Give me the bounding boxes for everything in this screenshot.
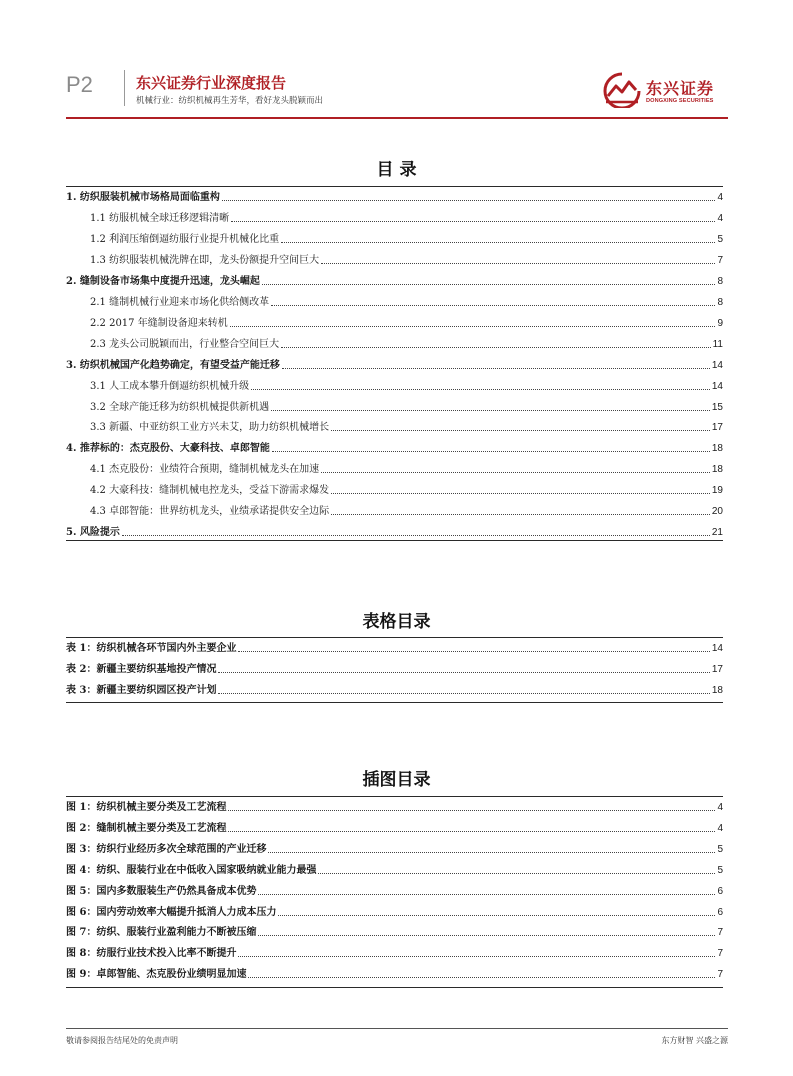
toc-entry[interactable] (66, 441, 723, 455)
toc-entry[interactable] (90, 379, 723, 393)
figure-list-entry-text: 图 7：纺织、服装行业盈利能力不断被压缩 (66, 927, 257, 939)
toc-entry-text: 2.2 2017 年缝制设备迎来转机 (90, 317, 228, 329)
figure-list-entry[interactable] (66, 905, 723, 919)
table-list-entry-page: 18 (711, 685, 723, 696)
dot-leader (278, 915, 715, 916)
dot-leader (258, 935, 715, 936)
toc-entry[interactable] (90, 232, 723, 246)
toc-entry-text: 4. 推荐标的：杰克股份、大豪科技、卓郎智能 (66, 443, 270, 455)
toc-top-rule (66, 186, 723, 187)
dot-leader (321, 472, 710, 473)
toc-entry-page: 7 (717, 254, 723, 266)
toc-entry-page: 18 (711, 464, 723, 476)
figure-list-entry[interactable] (66, 946, 723, 960)
figure-list-entry[interactable] (66, 863, 723, 877)
toc-entry[interactable] (90, 504, 723, 518)
toc-entry-page: 19 (711, 485, 723, 497)
dot-leader (321, 263, 715, 264)
toc-entry-text: 1. 纺织服装机械市场格局面临重构 (66, 192, 220, 203)
figure-list-entry-text: 图 8：纺服行业技术投入比率不断提升 (66, 948, 237, 960)
toc-entry[interactable] (66, 525, 723, 539)
toc-entry-text: 3.2 全球产能迁移为纺织机械提供新机遇 (90, 401, 270, 413)
toc-entry-text: 1.2 利润压缩倒逼纺服行业提升机械化比重 (90, 233, 280, 245)
report-title: 东兴证券行业深度报告 (136, 74, 287, 92)
toc-entry-page: 8 (717, 275, 723, 287)
dot-leader (238, 651, 709, 652)
dot-leader (282, 368, 710, 369)
toc-entry-page: 14 (711, 359, 723, 371)
figure-list-entry-page: 6 (717, 885, 723, 897)
dot-leader (218, 672, 709, 673)
toc-entry[interactable] (90, 483, 723, 497)
toc-entry[interactable] (66, 190, 723, 204)
toc-entry[interactable] (90, 337, 723, 351)
toc-entry-page: 18 (711, 443, 723, 455)
dot-leader (222, 200, 716, 201)
dot-leader (331, 514, 710, 515)
table-list-entry[interactable] (66, 662, 723, 676)
dot-leader (262, 284, 716, 285)
logo-text-en: DONGXING SECURITIES (646, 98, 714, 104)
table-list-entry-text: 表 3：新疆主要纺织园区投产计划 (66, 685, 217, 696)
toc-entry-page: 5 (717, 233, 723, 245)
figure-list-entry-page: 5 (717, 864, 723, 876)
dot-leader (331, 430, 710, 431)
header-separator (124, 70, 125, 106)
toc-entry-page: 14 (711, 380, 723, 392)
figure-list-entry-text: 图 9：卓郎智能、杰克股份业绩明显加速 (66, 969, 247, 981)
toc-entry-text: 4.2 大豪科技：缝制机械电控龙头，受益下游需求爆发 (90, 485, 330, 497)
toc-entry-page: 9 (717, 317, 723, 329)
toc-entry-text: 1.3 纺织服装机械洗牌在即，龙头份额提升空间巨大 (90, 254, 320, 266)
figure-list-entry-text: 图 3：纺织行业经历多次全球范围的产业迁移 (66, 843, 267, 855)
figure-list-entry[interactable] (66, 967, 723, 981)
toc-entry[interactable] (66, 358, 723, 372)
figure-list-entry[interactable] (66, 842, 723, 856)
dot-leader (248, 977, 715, 978)
figure-list-entry-page: 5 (717, 843, 723, 855)
figures-list-title: 插图目录 (362, 770, 431, 790)
toc-entry[interactable] (66, 274, 723, 288)
figure-list-entry[interactable] (66, 884, 723, 898)
dot-leader (258, 894, 715, 895)
figure-list-entry-page: 4 (717, 822, 723, 834)
dot-leader (230, 326, 716, 327)
toc-entry-text: 3. 纺织机械国产化趋势确定，有望受益产能迁移 (66, 359, 280, 371)
dot-leader (218, 693, 709, 694)
toc-entry[interactable] (90, 420, 723, 434)
figure-list-entry-text: 图 1：纺织机械主要分类及工艺流程 (66, 802, 227, 813)
toc-entry-page: 11 (712, 338, 723, 350)
toc-entry-text: 4.1 杰克股份：业绩符合预期，缝制机械龙头在加速 (90, 464, 320, 476)
toc-entry-page: 20 (711, 506, 723, 518)
footer-rule (66, 1028, 728, 1029)
dot-leader (281, 242, 715, 243)
toc-entry-text: 5. 风险提示 (66, 527, 120, 539)
dot-leader (318, 873, 715, 874)
toc-bottom-rule (66, 540, 723, 541)
toc-entry-page: 4 (717, 192, 723, 203)
toc-entry-page: 15 (711, 401, 723, 413)
table-list-entry-page: 14 (711, 643, 723, 654)
figure-list-entry-page: 4 (717, 802, 723, 813)
figure-list-entry-page: 7 (717, 969, 723, 981)
dot-leader (272, 451, 710, 452)
figure-list-entry-text: 图 5：国内多数服装生产仍然具备成本优势 (66, 885, 257, 897)
company-logo-icon (602, 72, 642, 108)
toc-entry-page: 17 (711, 422, 723, 434)
toc-entry-text: 3.3 新疆、中亚纺织工业方兴未艾，助力纺织机械增长 (90, 422, 330, 434)
toc-entry-text: 2.1 缝制机械行业迎来市场化供给侧改革 (90, 296, 270, 308)
dot-leader (231, 221, 715, 222)
figure-list-entry[interactable] (66, 800, 723, 814)
toc-entry-page: 8 (717, 296, 723, 308)
toc-entry[interactable] (90, 211, 723, 225)
tables-bottom-rule (66, 702, 723, 703)
toc-title: 目 录 (376, 160, 417, 180)
footer-slogan: 东方财智 兴盛之源 (661, 1036, 728, 1045)
table-list-entry-text: 表 2：新疆主要纺织基地投产情况 (66, 664, 217, 675)
figure-list-entry-text: 图 2：缝制机械主要分类及工艺流程 (66, 822, 227, 834)
figure-list-entry-page: 7 (717, 927, 723, 939)
logo-text-cn: 东兴证券 (646, 79, 715, 98)
dot-leader (238, 956, 715, 957)
figure-list-entry[interactable] (66, 925, 723, 939)
page-number: P2 (66, 72, 93, 97)
tables-top-rule (66, 637, 723, 638)
dot-leader (228, 810, 715, 811)
table-list-entry[interactable] (66, 641, 723, 655)
tables-list-title: 表格目录 (362, 612, 431, 632)
header-rule (66, 117, 728, 119)
figure-list-entry-page: 6 (717, 906, 723, 918)
footer-disclaimer: 敬请参阅报告结尾处的免责声明 (66, 1036, 178, 1045)
figure-list-entry[interactable] (66, 821, 723, 835)
toc-entry-text: 3.1 人工成本攀升倒逼纺织机械升级 (90, 380, 250, 392)
dot-leader (281, 347, 711, 348)
dot-leader (122, 535, 710, 536)
toc-entry-page: 21 (711, 527, 723, 539)
dot-leader (271, 410, 710, 411)
toc-entry-text: 1.1 纺服机械全球迁移逻辑清晰 (90, 212, 230, 224)
toc-entry-text: 2. 缝制设备市场集中度提升迅速，龙头崛起 (66, 275, 260, 287)
dot-leader (251, 389, 710, 390)
toc-entry[interactable] (90, 400, 723, 414)
toc-entry-page: 4 (717, 212, 723, 224)
toc-entry[interactable] (90, 295, 723, 309)
figure-list-entry-page: 7 (717, 948, 723, 960)
figure-list-entry-text: 图 6：国内劳动效率大幅提升抵消人力成本压力 (66, 906, 277, 918)
figures-bottom-rule (66, 987, 723, 988)
dot-leader (268, 852, 715, 853)
table-list-entry[interactable] (66, 683, 723, 697)
table-list-entry-text: 表 1：纺织机械各环节国内外主要企业 (66, 643, 237, 654)
toc-entry[interactable] (90, 462, 723, 476)
toc-entry-text: 4.3 卓郎智能：世界纺机龙头，业绩承诺提供安全边际 (90, 506, 330, 518)
table-list-entry-page: 17 (711, 664, 723, 675)
toc-entry[interactable] (90, 253, 723, 267)
dot-leader (331, 493, 710, 494)
dot-leader (271, 305, 715, 306)
toc-entry-text: 2.3 龙头公司脱颖而出，行业整合空间巨大 (90, 338, 280, 350)
dot-leader (228, 831, 715, 832)
toc-entry[interactable] (90, 316, 723, 330)
figures-top-rule (66, 796, 723, 797)
report-subtitle: 机械行业：纺织机械再生芳华，看好龙头脱颖而出 (136, 96, 324, 106)
figure-list-entry-text: 图 4：纺织、服装行业在中低收入国家吸纳就业能力最强 (66, 864, 317, 876)
